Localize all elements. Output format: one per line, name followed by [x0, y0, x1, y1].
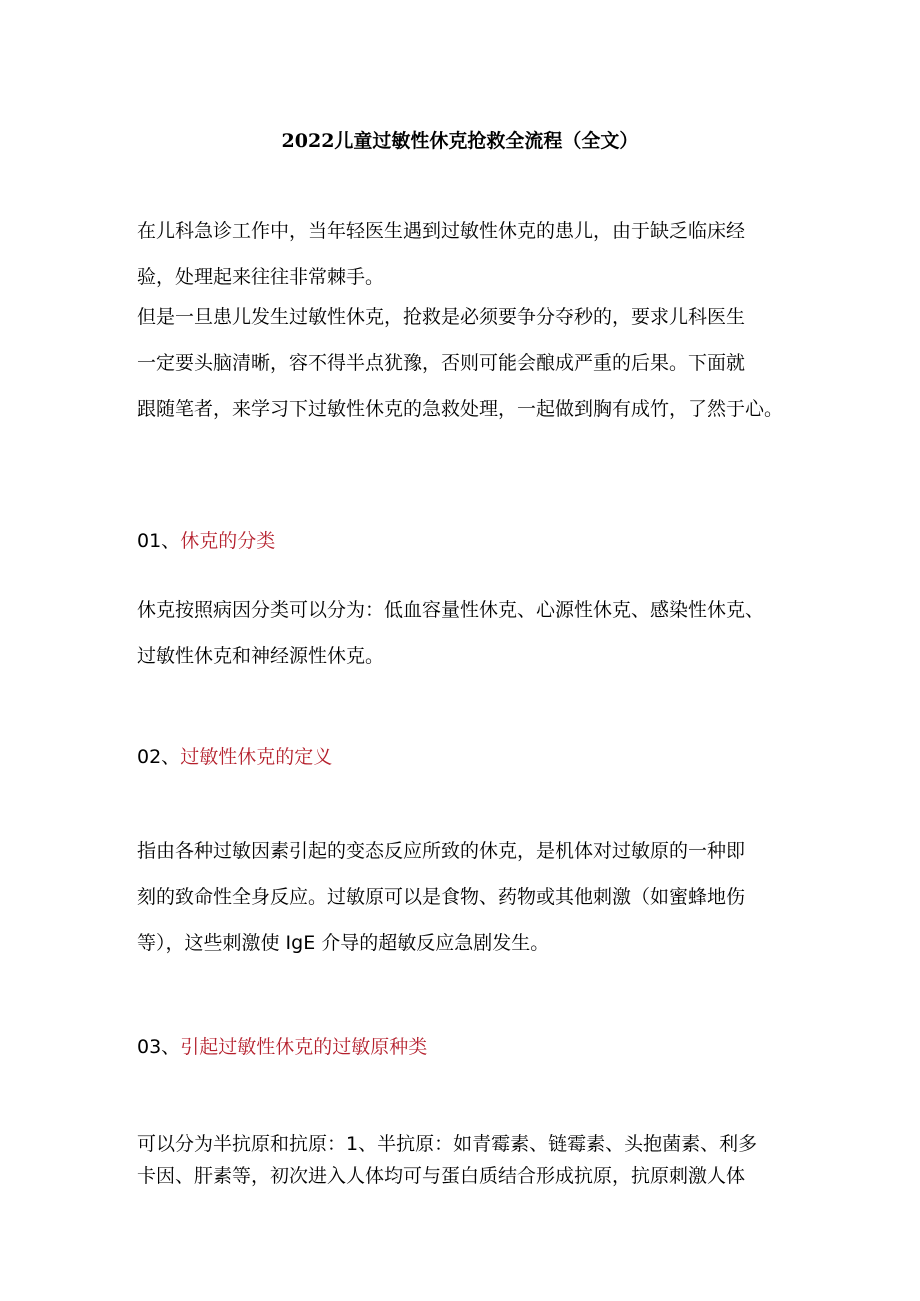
section-number: 03、 [137, 1036, 181, 1058]
section-paragraph [137, 838, 797, 956]
paragraph-line: 过敏性休克和神经源性休克。 [137, 645, 385, 667]
paragraph-line: 但是一旦患儿发生过敏性休克，抢救是必须要争分夺秒的，要求儿科医生 [137, 306, 746, 328]
paragraph-line: 一定要头脑清晰，容不得半点犹豫，否则可能会酿成严重的后果。下面就 [137, 352, 746, 374]
paragraph-line: 等），这些刺激使 IgE 介导的超敏反应急剧发生。 [137, 932, 550, 954]
paragraph-line: 验，处理起来往往非常棘手。 [137, 266, 385, 288]
paragraph-line: 可以分为半抗原和抗原：1、半抗原：如青霉素、链霉素、头抱菌素、利多 [137, 1133, 758, 1155]
section-heading [137, 744, 332, 770]
paragraph-line: 刻的致命性全身反应。过敏原可以是食物、药物或其他刺激（如蜜蜂地伤 [137, 886, 746, 908]
paragraph-line: 休克按照病因分类可以分为：低血容量性休克、心源性休克、感染性休克、 [137, 599, 765, 621]
section-title: 引起过敏性休克的过敏原种类 [180, 1036, 428, 1058]
section-number: 01、 [137, 530, 181, 552]
paragraph-line: 跟随笔者，来学习下过敏性休克的急救处理，一起做到胸有成竹，了然于心。 [137, 398, 784, 420]
paragraph-line: 卡因、肝素等，初次进入人体均可与蛋白质结合形成抗原，抗原刺激人体 [137, 1165, 746, 1187]
intro-paragraph [137, 218, 797, 422]
section-paragraph [137, 1131, 797, 1189]
section-number: 02、 [137, 746, 181, 768]
document-title: 2022儿童过敏性休克抢救全流程（全文） [281, 130, 639, 152]
paragraph-line: 指由各种过敏因素引起的变态反应所致的休克，是机体对过敏原的一种即 [137, 840, 746, 862]
section-title: 休克的分类 [180, 530, 276, 552]
paragraph-line: 在儿科急诊工作中，当年轻医生遇到过敏性休克的患儿，由于缺乏临床经 [137, 220, 746, 242]
section-heading [137, 528, 275, 554]
section-paragraph [137, 597, 797, 669]
section-title: 过敏性休克的定义 [180, 746, 333, 768]
section-heading [137, 1034, 427, 1060]
